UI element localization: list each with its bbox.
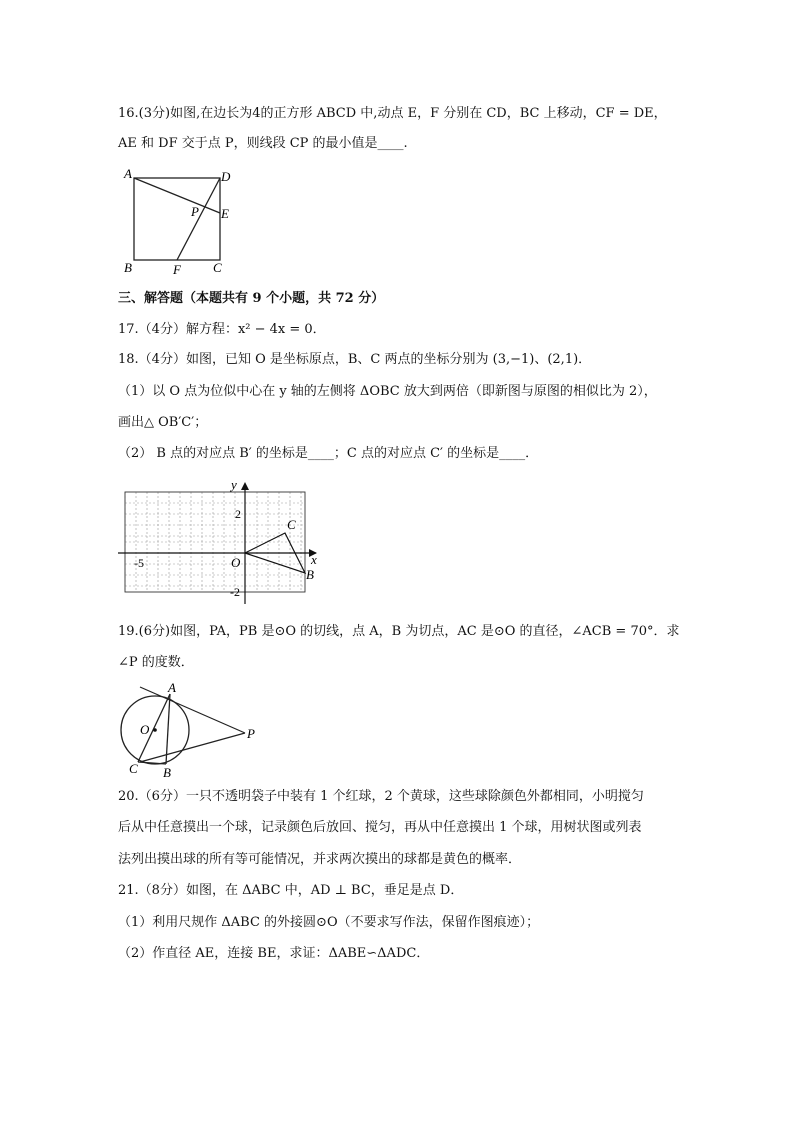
y-axis-label: y xyxy=(231,477,237,492)
q19-line2: ∠P 的度数． xyxy=(118,655,194,670)
label-o: O xyxy=(140,722,150,737)
tick-2: 2 xyxy=(235,507,241,521)
q20-line2: 后从中任意摸出一个球，记录颜色后放回、搅匀，再从中任意摸出 1 个球，用树状图或列表 xyxy=(118,820,642,835)
label-e: E xyxy=(221,206,229,221)
q17-line: 17.（4分）解方程：x² − 4x = 0． xyxy=(118,322,326,337)
square-abcd xyxy=(134,178,220,260)
segment-ae xyxy=(134,178,220,213)
q20-line1: 20.（6分）一只不透明袋子中装有 1 个红球，2 个黄球，这些球除颜色外都相同，小明搅匀 xyxy=(118,789,644,804)
label-d: D xyxy=(221,169,231,184)
q19-circle-figure xyxy=(118,682,268,780)
q19-line1: 19.(6分)如图，PA，PB 是⊙O 的切线，点 A，B 为切点，AC 是⊙O 的直径，∠ACB = 70°．求 xyxy=(118,624,680,639)
label-a: A xyxy=(124,166,132,181)
label-c: C xyxy=(213,260,222,275)
center-dot xyxy=(153,728,157,732)
label-p: P xyxy=(191,204,199,219)
q21-line3: （2）作直径 AE，连接 BE，求证：ΔABE∽ΔADC． xyxy=(118,946,430,961)
tick-minus-5: -5 xyxy=(134,556,144,570)
q16-square-figure xyxy=(118,166,243,278)
label-a: A xyxy=(168,682,176,695)
label-f: F xyxy=(173,262,181,277)
x-axis-label: x xyxy=(311,552,317,567)
label-b: B xyxy=(163,765,171,780)
origin-label: O xyxy=(231,555,241,570)
q20-line3: 法列出摸出球的所有等可能情况，并求两次摸出的球都是黄色的概率． xyxy=(118,852,522,867)
point-c-label: C xyxy=(287,517,296,532)
q18-line2: （1）以 O 点为位似中心在 y 轴的左侧将 ΔOBC 放大到两倍（即新图与原图的相似比为 2）， xyxy=(118,384,657,399)
tick-minus-2: -2 xyxy=(230,585,240,599)
section-heading: 三、解答题（本题共有 9 个小题，共 72 分） xyxy=(118,291,385,306)
tangent-pa xyxy=(140,687,245,733)
q18-coordinate-grid xyxy=(118,476,328,604)
q16-line1: 16.(3分)如图,在边长为4的正方形 ABCD 中,动点 E，F 分别在 CD，BC 上移动，CF = DE， xyxy=(118,106,667,121)
q16-line2: AE 和 DF 交于点 P，则线段 CP 的最小值是____. xyxy=(118,136,408,151)
q21-line1: 21.（8分）如图，在 ΔABC 中，AD ⊥ BC，垂足是点 D． xyxy=(118,883,464,898)
q21-line2: （1）利用尺规作 ΔABC 的外接圆⊙O（不要求写作法，保留作图痕迹）； xyxy=(118,915,540,930)
y-axis-arrow xyxy=(241,482,249,490)
q18-line1: 18.（4分）如图，已知 O 是坐标原点，B、C 两点的坐标分别为 (3,−1)、(2,1)． xyxy=(118,352,592,367)
q18-line3: 画出△ OB′C′； xyxy=(118,415,208,430)
label-p: P xyxy=(247,726,255,741)
label-c: C xyxy=(129,761,138,776)
segment-df xyxy=(177,178,220,260)
label-b: B xyxy=(124,260,132,275)
point-b-label: B xyxy=(306,567,314,582)
tangent-pb xyxy=(140,733,245,762)
q18-line4: （2） B 点的对应点 B′ 的坐标是____；C 点的对应点 C′ 的坐标是____． xyxy=(118,446,539,461)
